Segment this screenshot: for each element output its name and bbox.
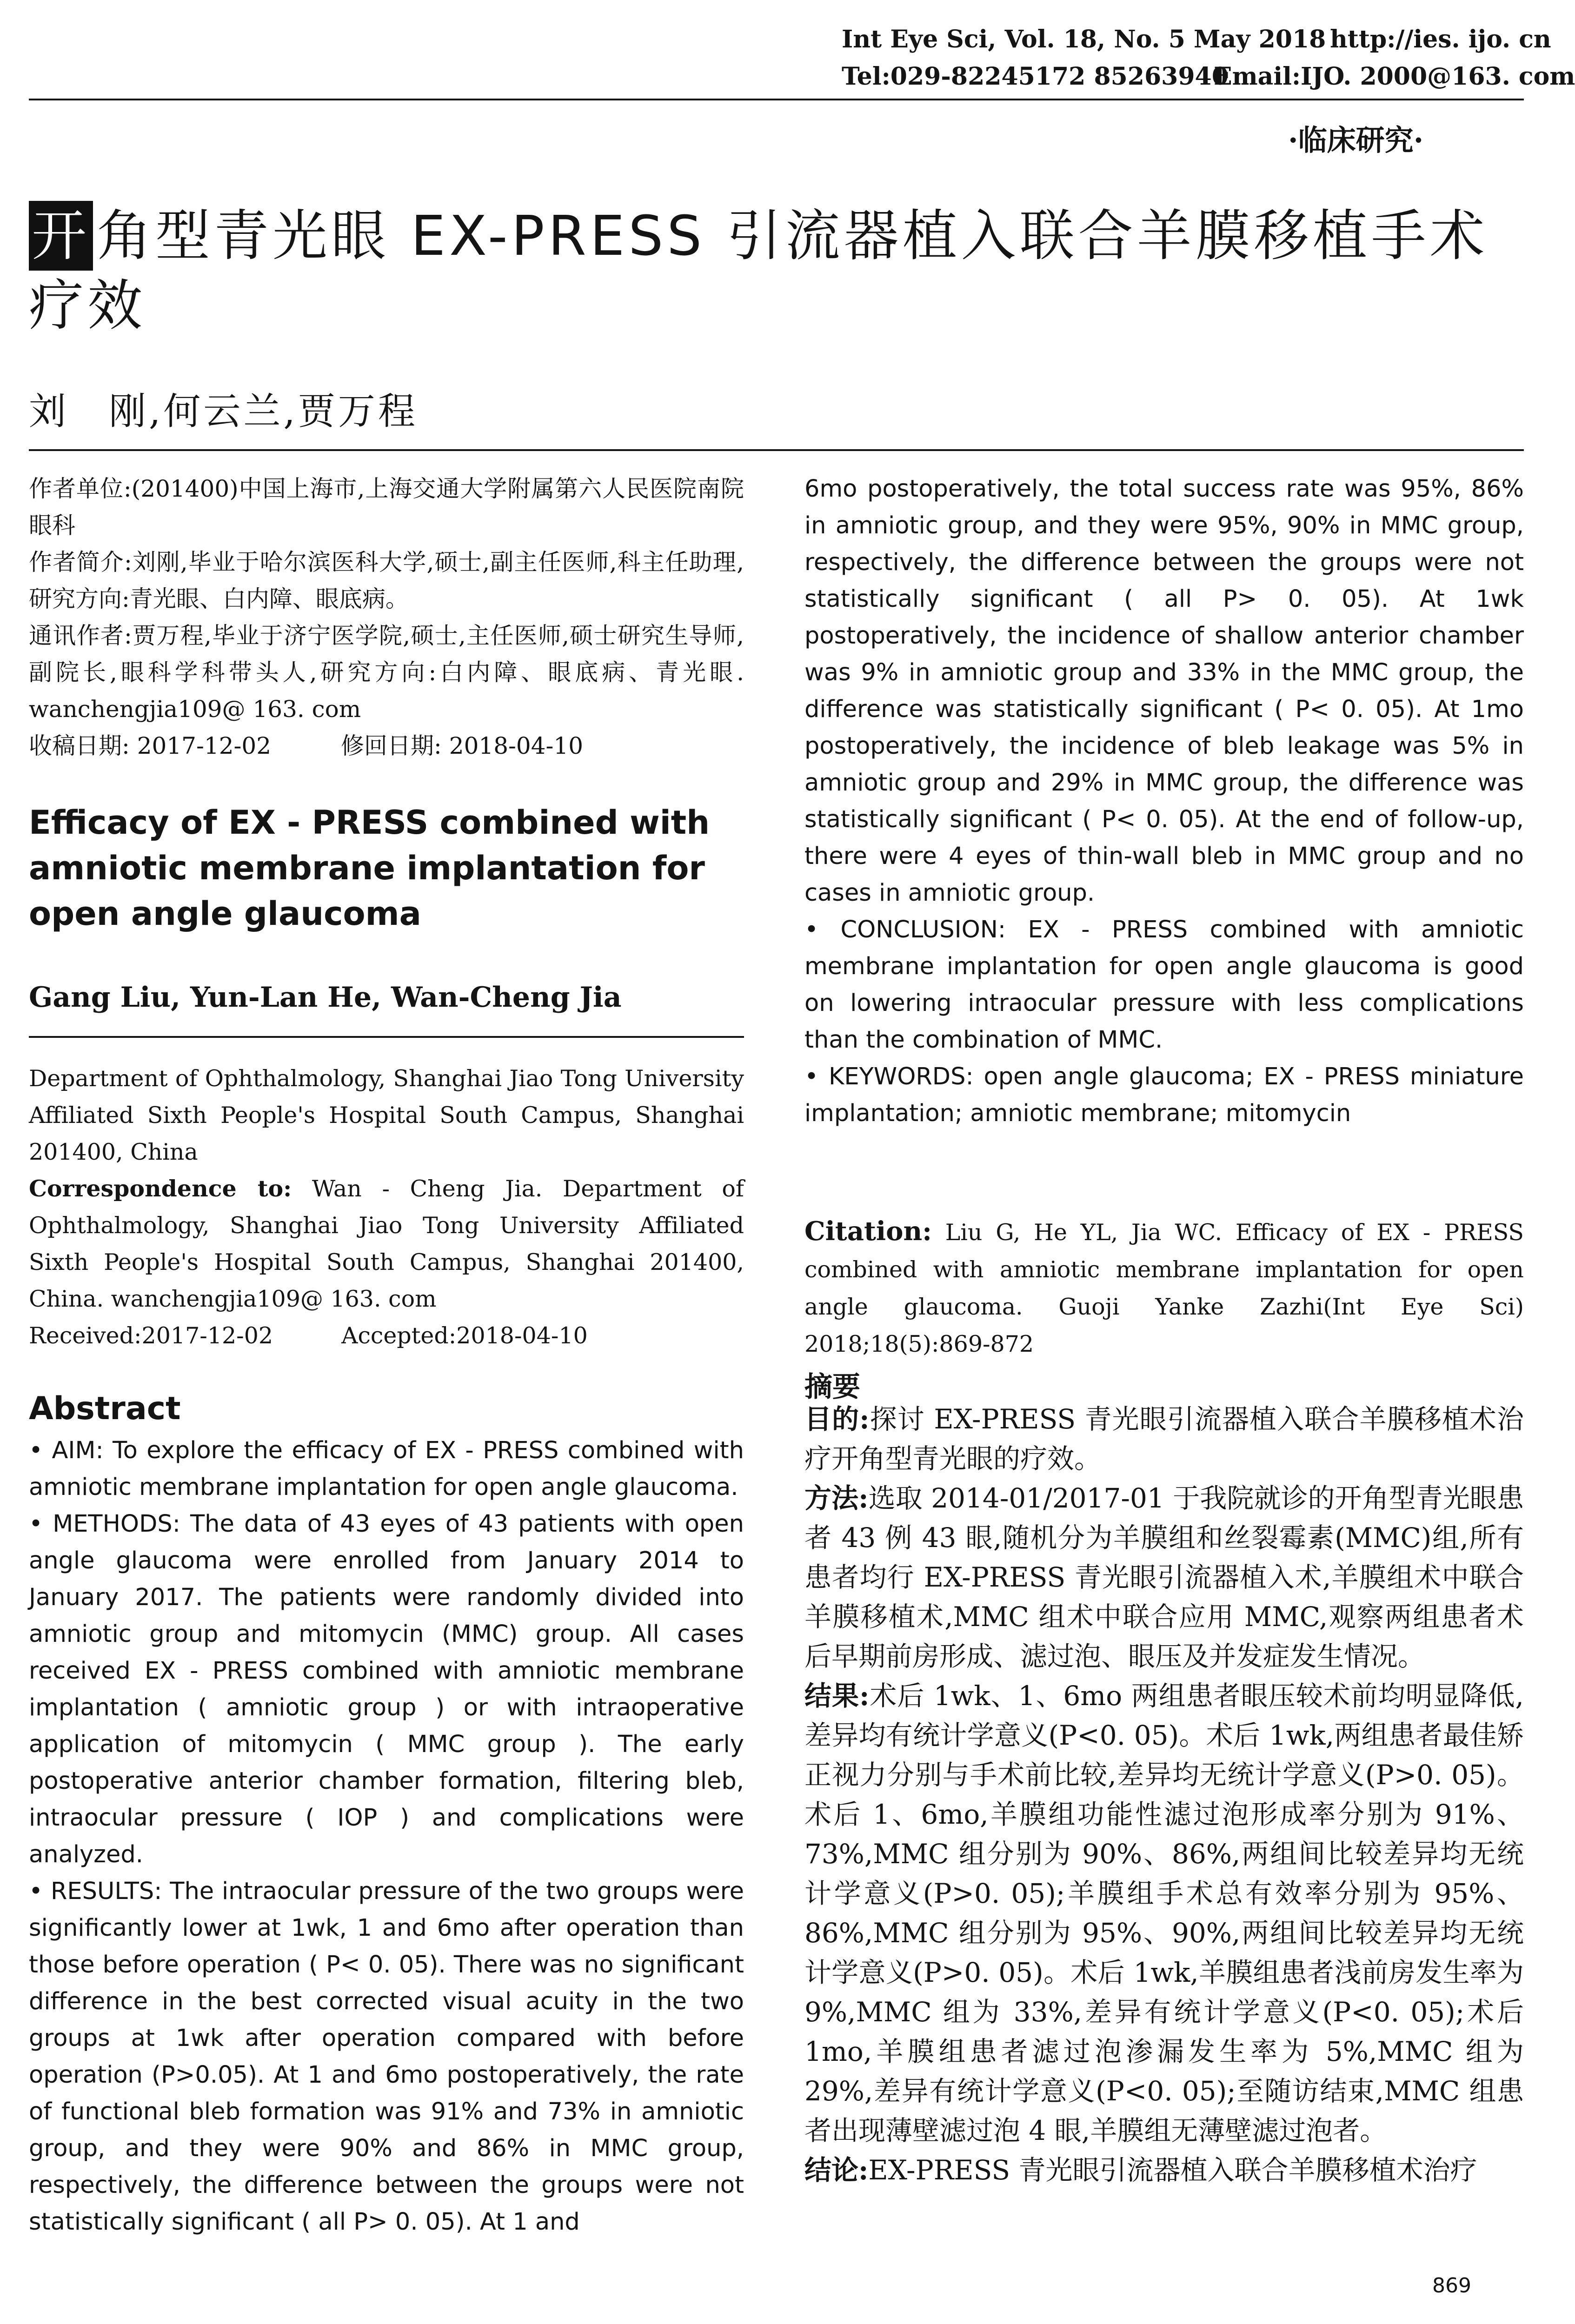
cn-abstract-conclusion [804,2151,1524,2190]
cn-abstract [804,1400,1524,2190]
cn-results-label: 结果: [804,1680,870,1712]
en-authors-rule [29,1036,744,1038]
abstract-left-column [29,1432,744,2240]
title-initial-badge: 开 [29,201,93,271]
abstract-keywords: • KEYWORDS: open angle glaucoma; EX - PRESS miniature implantation; amniotic membrane; mitomycin [804,1063,1524,1127]
cn-methods-text: 选取 2014-01/2017-01 于我院就诊的开角型青光眼患者 43 例 43 眼,随机分为羊膜组和丝裂霉素(MMC)组,所有患者均行 EX-PRESS 青光眼引流器植入术,羊膜组术中联合羊膜移植术,MMC 组术中联合应用 MMC,观察两组患者术后早期前房形成、滤过泡、眼压及并发症发生情况。 [804,1482,1524,1672]
cn-aim-label: 目的: [804,1403,870,1435]
cn-conclusion-label: 结论: [804,2154,869,2186]
cn-methods-label: 方法: [804,1482,869,1514]
english-authors: Gang Liu, Yun-Lan He, Wan-Cheng Jia [29,981,622,1014]
authors-cn: 刘 刚,何云兰,贾万程 [29,390,418,433]
cn-abstract-results [804,1676,1524,2151]
english-title: Efficacy of EX - PRESS combined with amniotic membrane implantation for open angle glaucoma [29,803,710,933]
citation [804,1213,1524,1363]
cn-abstract-methods [804,1479,1524,1676]
authors-rule [29,449,1524,451]
correspondence-label: Correspondence to: [29,1175,292,1202]
cn-affiliation: 作者单位:(201400)中国上海市,上海交通大学附属第六人民医院南院眼科 [29,475,744,539]
english-department: Department of Ophthalmology, Shanghai Jiao Tong University Affiliated Sixth People's Hospital South Campus, Shanghai 201400, China [29,1065,744,1165]
abstract-results: • RESULTS: The intraocular pressure of the two groups were significantly lower at 1wk, 1 and 6mo after operation than those before operation ( P< 0. 05). There was no significant difference in the best corrected visual acuity in the two groups at 1wk after operation compared with before operation (P>0.05). At 1 and 6mo postoperatively, the rate of functional bleb formation was 91% and 73% in amniotic group, and they were 90% and 86% in MMC group, respectively, the difference between the groups were not statistically significant ( all P> 0. 05). At 1 and [29,1878,744,2236]
title-text: 角型青光眼 EX-PRESS 引流器植入联合羊膜移植手术疗效 [29,204,1489,338]
abstract-methods: • METHODS: The data of 43 eyes of 43 patients with open angle glaucoma were enrolled from January 2014 to January 2017. The patients were randomly divided into amniotic group and mitomycin (MMC) group. All cases received EX - PRESS combined with amniotic membrane implantation ( amniotic group ) or with intraoperative application of mitomycin ( MMC group ). The early postoperative anterior chamber formation, filtering bleb, intraocular pressure ( IOP ) and complications were analyzed. [29,1510,744,1868]
journal-email: Email:IJO. 2000@163. com [1214,62,1575,91]
cn-correspondence: 通讯作者:贾万程,毕业于济宁医学院,硕士,主任医师,硕士研究生导师,副院长,眼科学科带头人,研究方向:白内障、眼底病、青光眼. wanchengjia109@ 163. com [29,622,744,723]
header-rule [29,99,1524,100]
correspondence-text: Wan - Cheng Jia. Department of Ophthalmology, Shanghai Jiao Tong University Affiliated Sixth People's Hospital South Campus, Shanghai 201400, China. wanchengjia109@ 163. com [29,1175,744,1312]
section-tag: ·临床研究· [1288,123,1424,157]
page-number: 869 [1432,2274,1471,2297]
english-dates: Received:2017-12-02 Accepted:2018-04-10 [29,1322,588,1349]
journal-info: Int Eye Sci, Vol. 18, No. 5 May 2018 [842,25,1326,53]
cn-author-info [29,471,744,764]
abstract-conclusion: • CONCLUSION: EX - PRESS combined with amniotic membrane implantation for open angle glaucoma is good on lowering intraocular pressure with less complications than the combination of MMC. [804,916,1524,1054]
abstract-heading: Abstract [29,1390,181,1427]
article-title [29,201,1524,340]
english-correspondence [29,1170,744,1317]
cn-abstract-heading: 摘要 [804,1371,860,1403]
journal-url: http://ies. ijo. cn [1330,25,1551,53]
cn-dates: 收稿日期: 2017-12-02 修回日期: 2018-04-10 [29,732,584,759]
cn-aim-text: 探讨 EX-PRESS 青光眼引流器植入联合羊膜移植术治疗开角型青光眼的疗效。 [804,1403,1524,1474]
cn-abstract-aim [804,1400,1524,1479]
english-affiliation-block [29,1060,744,1354]
citation-text: Liu G, He YL, Jia WC. Efficacy of EX - PRESS combined with amniotic membrane implantation for open angle glaucoma. Guoji Yanke Zazhi(Int Eye Sci) 2018;18(5):869-872 [804,1219,1524,1357]
cn-results-text: 术后 1wk、1、6mo 两组患者眼压较术前均明显降低,差异均有统计学意义(P<0. 05)。术后 1wk,两组患者最佳矫正视力分别与手术前比较,差异均无统计学意义(P>0. 05)。术后 1、6mo,羊膜组功能性滤过泡形成率分别为 91%、73%,MMC 组分别为 90%、86%,两组间比较差异均无统计学意义(P>0. 05);羊膜组手术总有效率分别为 95%、86%,MMC 组分别为 95%、90%,两组间比较差异均无统计学意义(P>0. 05)。术后 1wk,羊膜组患者浅前房发生率为 9%,MMC 组为 33%,差异有统计学意义(P<0. 05);术后 1mo,羊膜组患者滤过泡渗漏发生率为 5%,MMC 组为 29%,差异有统计学意义(P<0. 05);至随访结束,MMC 组患者出现薄壁滤过泡 4 眼,羊膜组无薄壁滤过泡者。 [804,1680,1524,2146]
cn-conclusion-text: EX-PRESS 青光眼引流器植入联合羊膜移植术治疗 [868,2154,1477,2186]
abstract-right-column [804,471,1524,1132]
cn-author-bio: 作者简介:刘刚,毕业于哈尔滨医科大学,硕士,副主任医师,科主任助理,研究方向:青光眼、白内障、眼底病。 [29,549,744,612]
citation-label: Citation: [804,1216,932,1247]
abstract-aim: • AIM: To explore the efficacy of EX - PRESS combined with amniotic membrane implantation for open angle glaucoma. [29,1437,744,1501]
abstract-results-continued: 6mo postoperatively, the total success rate was 95%, 86% in amniotic group, and they were 95%, 90% in MMC group, respectively, the difference between the groups were not statistically significant ( all P> 0. 05). At 1wk postoperatively, the incidence of shallow anterior chamber was 9% in amniotic group and 33% in the MMC group, the difference was statistically significant ( P< 0. 05). At 1mo postoperatively, the incidence of bleb leakage was 5% in amniotic group and 29% in MMC group, the difference was statistically significant ( P< 0. 05). At the end of follow-up, there were 4 eyes of thin-wall bleb in MMC group and no cases in amniotic group. [804,475,1524,907]
journal-tel: Tel:029-82245172 85263940 [842,62,1229,91]
